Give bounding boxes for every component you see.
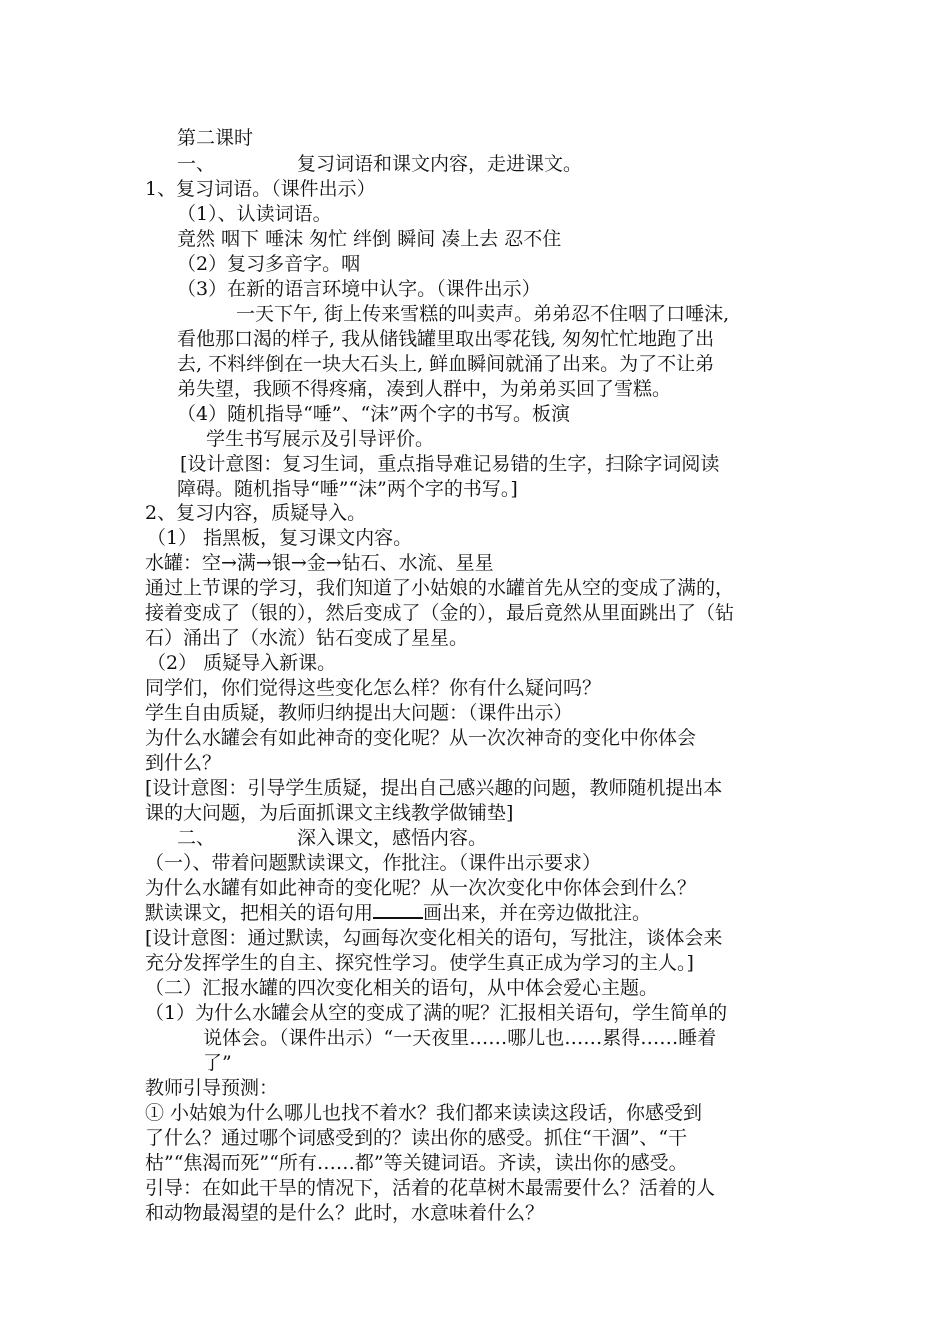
paragraph-line: 为什么水罐有如此神奇的变化呢？从一次次变化中你体会到什么？	[145, 877, 697, 899]
section-one-title: 复习词语和课文内容，走进课文。	[297, 153, 583, 175]
paragraph-line: ① 小姑娘为什么哪儿也找不着水？我们都来读读这段话，你感受到	[145, 1102, 703, 1124]
paragraph-line: （1）为什么水罐会从空的变成了满的呢？汇报相关语句，学生简单的	[145, 1002, 728, 1024]
paragraph-line: 枯”“焦渴而死”“所有……都”等关键词语。齐读，读出你的感受。	[145, 1152, 688, 1174]
paragraph-line: 同学们，你们觉得这些变化怎么样？你有什么疑问吗？	[145, 677, 602, 699]
section-two-title: 深入课文，感悟内容。	[297, 827, 488, 849]
passage-line: 看他那口渴的样子, 我从储钱罐里取出零花钱, 匆匆忙忙地跑了出	[177, 328, 715, 350]
design-note: [设计意图：引导学生质疑，提出自己感兴趣的问题，教师随机提出本	[145, 777, 723, 799]
paragraph-line: 了”	[203, 1052, 232, 1074]
section-two-number: 二、	[177, 827, 216, 849]
vocabulary-words: 竟然 咽下 唾沫 匆忙 绊倒 瞬间 凑上去 忍不住	[177, 228, 562, 250]
design-note: [设计意图：通过默读，勾画每次变化相关的语句，写批注，谈体会来	[145, 927, 723, 949]
paragraph-line: （4）随机指导“唾”、“沫”两个字的书写。板演	[177, 403, 570, 425]
underline-blank	[373, 901, 423, 919]
paragraph-line: （二）汇报水罐的四次变化相关的语句，从中体会爱心主题。	[145, 977, 659, 999]
passage-line: 弟失望，我顾不得疼痛，凑到人群中，为弟弟买回了雪糕。	[177, 378, 672, 400]
paragraph-line: 了什么？通过哪个词感受到的？读出你的感受。抓住“干涸”、“干	[145, 1127, 688, 1149]
paragraph-line: （一）、带着问题默读课文，作批注。（课件出示要求）	[145, 852, 602, 874]
paragraph-line: 说体会。（课件出示）“一天夜里……哪儿也……累得……睡着	[203, 1027, 717, 1049]
paragraph-line: 和动物最渴望的是什么？此时，水意味着什么？	[145, 1202, 545, 1224]
paragraph-line: 通过上节课的学习，我们知道了小姑娘的水罐首先从空的变成了满的，	[145, 577, 735, 599]
paragraph-line: 学生书写展示及引导评价。	[206, 428, 435, 450]
paragraph-line: 为什么水罐会有如此神奇的变化呢？从一次次神奇的变化中你体会	[145, 727, 697, 749]
paragraph-line: 1、复习词语。（课件出示）	[145, 178, 376, 200]
paragraph-line: （1） 指黑板，复习课文内容。	[147, 527, 413, 549]
passage-line: 一天下午, 街上传来雪糕的叫卖声。弟弟忍不住咽了口唾沫,	[236, 303, 730, 325]
paragraph-line: 学生自由质疑，教师归纳提出大问题：（课件出示）	[145, 702, 573, 724]
design-note: 课的大问题，为后面抓课文主线教学做铺垫]	[145, 802, 514, 824]
passage-line: 去, 不料绊倒在一块大石头上, 鲜血瞬间就涌了出来。为了不让弟	[177, 353, 715, 375]
instruction-text-end: 画出来，并在旁边做批注。	[423, 902, 652, 924]
section-one-number: 一、	[177, 153, 216, 175]
lesson-heading: 第二课时	[177, 127, 254, 149]
paragraph-line: 接着变成了（银的），然后变成了（金的），最后竟然从里面跳出了（钻	[145, 602, 735, 624]
paragraph-line: 水罐：空→满→银→金→钻石、水流、星星	[145, 552, 494, 574]
paragraph-line: 2、复习内容，质疑导入。	[145, 502, 367, 524]
paragraph-line: 石）涌出了（水流）钻石变成了星星。	[145, 627, 469, 649]
instruction-text-start: 默读课文，把相关的语句用	[145, 902, 374, 924]
paragraph-line: （2）复习多音字。咽	[177, 253, 361, 275]
paragraph-line: 引导：在如此干旱的情况下，活着的花草树木最需要什么？活着的人	[145, 1177, 716, 1199]
paragraph-line: （1）、认读词语。	[177, 203, 332, 225]
paragraph-line: 教师引导预测：	[145, 1077, 279, 1099]
paragraph-line	[145, 901, 651, 925]
paragraph-line: （3）在新的语言环境中认字。（课件出示）	[177, 278, 541, 300]
paragraph-line: （2） 质疑导入新课。	[147, 652, 337, 674]
design-note: 障碍。随机指导“唾”“沫”两个字的书写。]	[177, 478, 518, 500]
paragraph-line: 到什么？	[145, 752, 222, 774]
design-note: 充分发挥学生的自主、探究性学习。使学生真正成为学习的主人。]	[145, 952, 694, 974]
design-note: [设计意图：复习生词，重点指导难记易错的生字，扫除字词阅读	[180, 453, 720, 475]
